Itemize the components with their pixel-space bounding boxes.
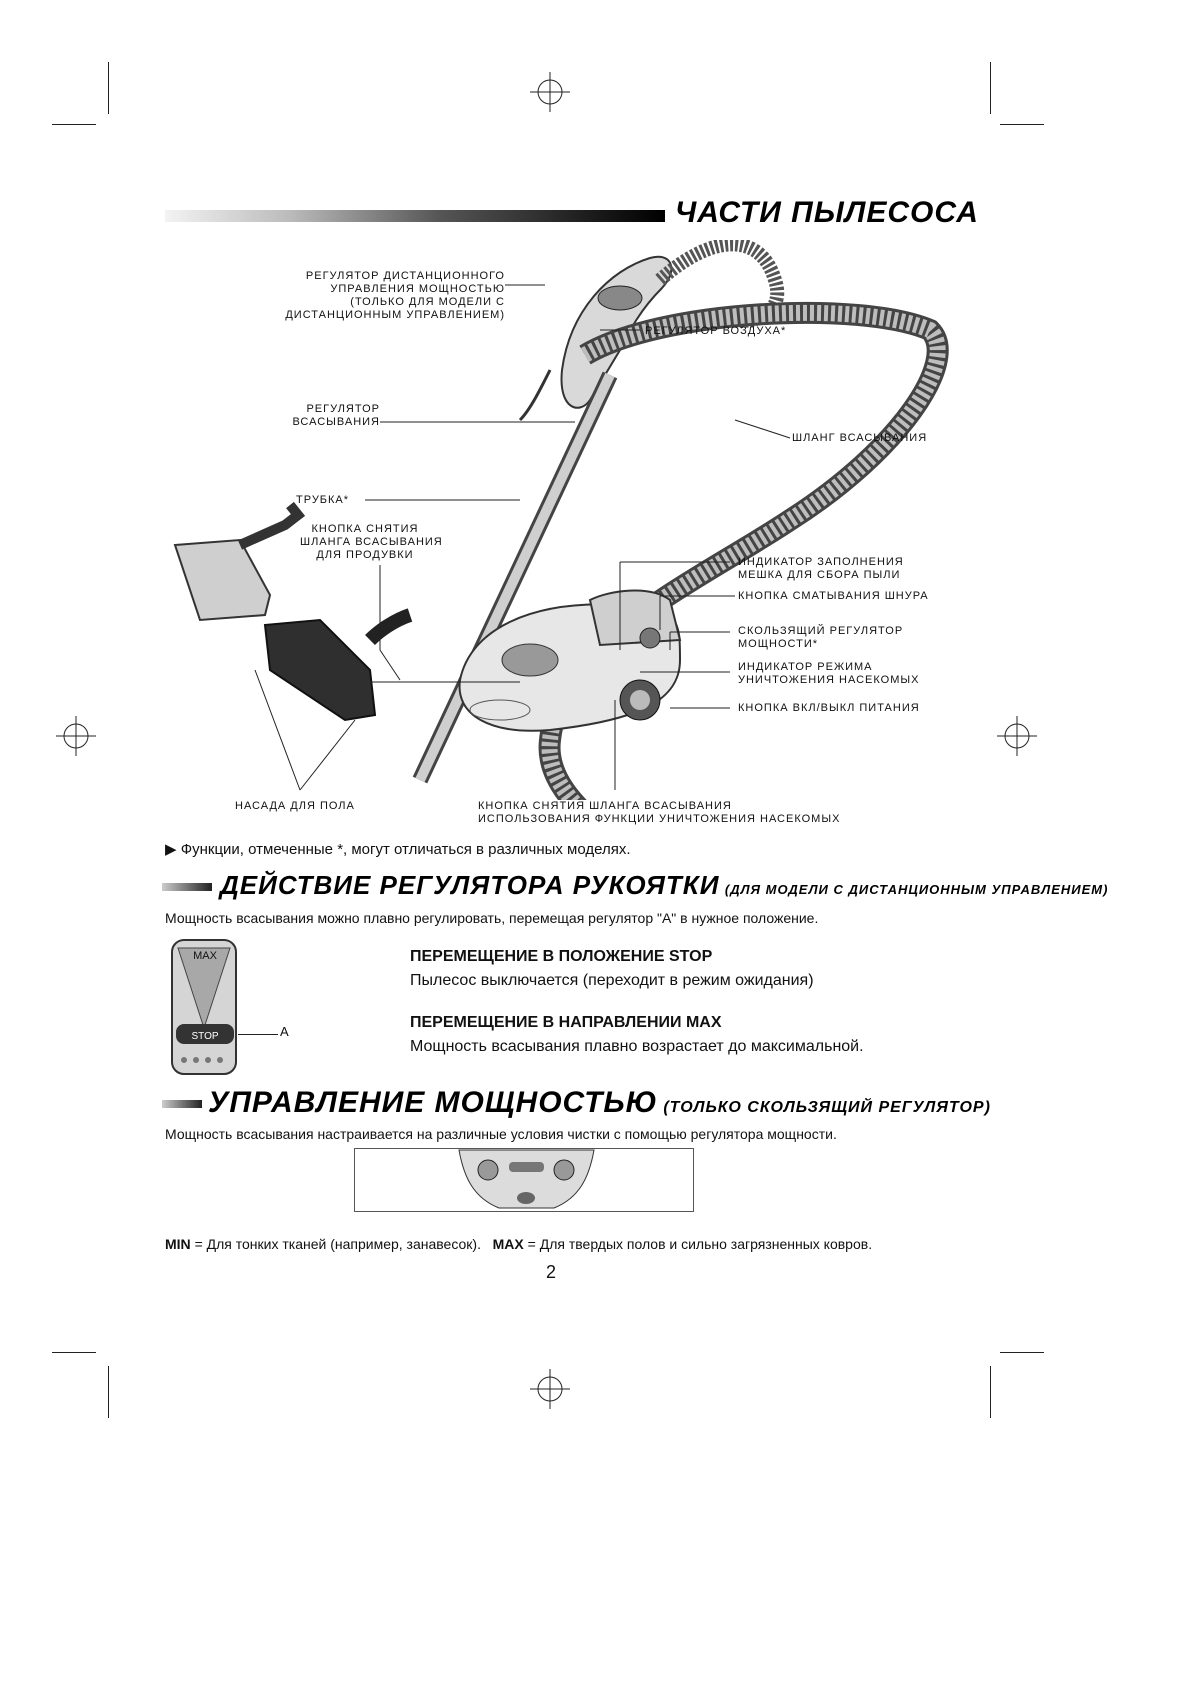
- max-heading: ПЕРЕМЕЩЕНИЕ В НАПРАВЛЕНИИ MAX: [410, 1014, 722, 1031]
- stop-heading: ПЕРЕМЕЩЕНИЕ В ПОЛОЖЕНИЕ STOP: [410, 948, 713, 965]
- page-number: 2: [546, 1262, 557, 1282]
- label-air-regulator: РЕГУЛЯТОР ВОЗДУХА*: [645, 325, 787, 337]
- label-hose-release-blow: КНОПКА СНЯТИЯ ШЛАНГА ВСАСЫВАНИЯ ДЛЯ ПРОДУВКИ: [300, 523, 443, 561]
- title-decor-bar: [162, 883, 212, 891]
- label-hose-release-insect: КНОПКА СНЯТИЯ ШЛАНГА ВСАСЫВАНИЯ ИСПОЛЬЗОВАНИЯ ФУНКЦИИ УНИЧТОЖЕНИЯ НАСЕКОМЫХ: [478, 800, 841, 825]
- label-power-button: КНОПКА ВКЛ/ВЫКЛ ПИТАНИЯ: [738, 702, 920, 714]
- label-remote-regulator: РЕГУЛЯТОР ДИСТАНЦИОННОГО УПРАВЛЕНИЯ МОЩНОСТЬЮ (ТОЛЬКО ДЛЯ МОДЕЛИ С ДИСТАНЦИОННЫМ УПРАВЛЕНИЕМ): [285, 270, 505, 321]
- label-sliding-power: СКОЛЬЗЯЩИЙ РЕГУЛЯТОР МОЩНОСТИ*: [738, 625, 904, 650]
- min-max-legend: MIN = Для тонких тканей (например, занавесок). MAX = Для твердых полов и сильно загрязненных ковров.: [165, 1236, 873, 1252]
- pointer-line: [238, 1034, 278, 1035]
- title-decor-bar: [162, 1100, 202, 1108]
- label-floor-nozzle: НАСАДА ДЛЯ ПОЛА: [235, 800, 355, 812]
- stop-text: Пылесос выключается (переходит в режим ожидания): [410, 972, 814, 989]
- pointer-label-a: A: [280, 1024, 289, 1039]
- label-suction-regulator: РЕГУЛЯТОР ВСАСЫВАНИЯ: [292, 403, 380, 428]
- arrow-right-icon: ▶: [165, 841, 181, 858]
- label-bag-indicator: ИНДИКАТОР ЗАПОЛНЕНИЯ МЕШКА ДЛЯ СБОРА ПЫЛИ: [738, 556, 904, 581]
- label-cord-rewind: КНОПКА СМАТЫВАНИЯ ШНУРА: [738, 590, 929, 602]
- label-suction-hose: ШЛАНГ ВСАСЫВАНИЯ: [792, 432, 928, 444]
- parts-title: ЧАСТИ ПЫЛЕСОСА: [675, 196, 979, 229]
- max-text: Мощность всасывания плавно возрастает до максимальной.: [410, 1038, 864, 1055]
- power-title: УПРАВЛЕНИЕ МОЩНОСТЬЮ (ТОЛЬКО СКОЛЬЗЯЩИЙ РЕГУЛЯТОР): [208, 1086, 991, 1119]
- label-tube: ТРУБКА*: [296, 494, 350, 506]
- slider-max-label: MAX: [193, 950, 217, 962]
- power-intro: Мощность всасывания настраивается на различные условия чистки с помощью регулятора мощности.: [165, 1126, 837, 1142]
- models-note: ▶ Функции, отмеченные *, могут отличаться в различных моделях.: [165, 841, 631, 858]
- handle-intro: Мощность всасывания можно плавно регулировать, перемещая регулятор "A" в нужное положение.: [165, 910, 819, 926]
- handle-title: ДЕЙСТВИЕ РЕГУЛЯТОРА РУКОЯТКИ (ДЛЯ МОДЕЛИ С ДИСТАНЦИОННЫМ УПРАВЛЕНИЕМ): [220, 870, 1109, 900]
- handle-slider-illustration: [170, 938, 240, 1078]
- power-slider-illustration: [354, 1148, 694, 1212]
- label-insect-mode: ИНДИКАТОР РЕЖИМА УНИЧТОЖЕНИЯ НАСЕКОМЫХ: [738, 661, 920, 686]
- slider-stop-label: STOP: [191, 1031, 219, 1042]
